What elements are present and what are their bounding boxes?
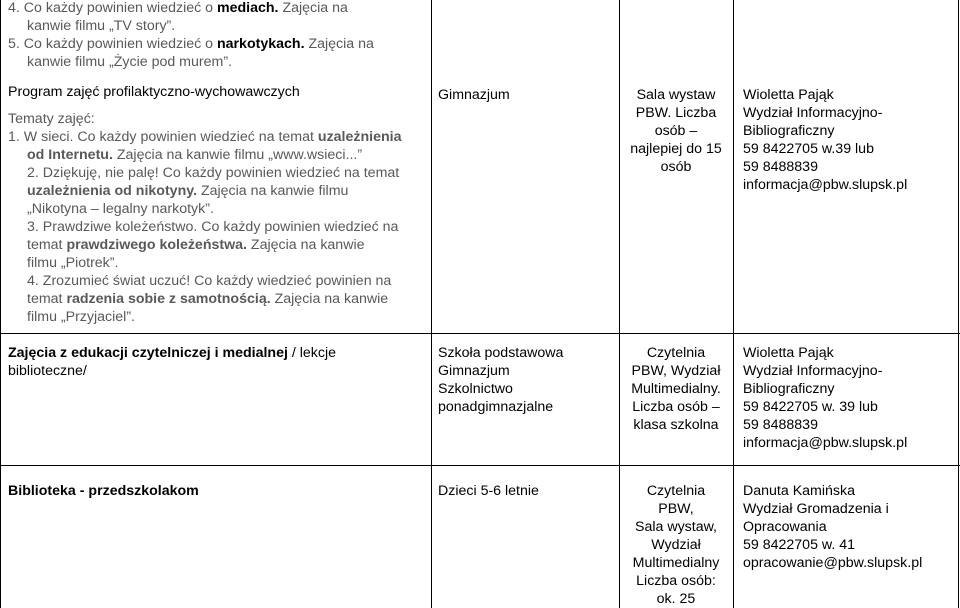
table-border-right (958, 0, 959, 608)
column-divider-1 (431, 0, 432, 608)
row3-contact-cell: Danuta Kamińska Wydział Gromadzenia i Opracowania 59 8422705 w. 41 opracowanie@pbw.slupsk.pl (743, 482, 955, 572)
row1-audience-cell: Gimnazjum (438, 87, 510, 103)
topics-heading: Tematy zajęć: (8, 111, 95, 127)
row2-audience-cell: Szkoła podstawowa Gimnazjum Szkolnictwo ponadgimnazjalne (438, 345, 564, 415)
row1-description-cell: 4. Co każdy powinien wiedzieć o mediach. Zajęcia na kanwie filmu „TV story”. 5. Co każdy powinien wiedzieć o narkotykach. Zajęcia na kanwie filmu „Życie pod murem”. Program zajęć profilaktyczno-wychowawczych Tematy zajęć: 1. W sieci. Co każdy powinien wiedzieć na temat uzależnienia od Internetu. Zajęcia na kanwie filmu „www.wsieci...” 2. Dziękuję, nie palę! Co każdy powinien wiedzieć na temat uzależnienia od nikotyny. Zajęcia na kanwie filmu „Nikotyna – legalny narkotyk”. 3. Prawdziwe koleżeństwo. Co każdy powinien wiedzieć na temat prawdziwego koleżeństwa. Zajęcia na kanwie filmu „Piotrek”. 4. Zrozumieć świat uczuć! Co każdy wiedzieć powinien na temat radzenia sobie z samotnością. Zajęcia na kanwie filmu „Przyjaciel”. (8, 0, 428, 326)
row3-description-cell: Biblioteka - przedszkolakom (8, 483, 199, 499)
table-border-left (0, 0, 1, 608)
column-divider-3 (733, 0, 734, 608)
row2-contact-cell: Wioletta Pająk Wydział Informacyjno- Bibliograficzny 59 8422705 w. 39 lub 59 8488839 informacja@pbw.slupsk.pl (743, 344, 955, 452)
row-divider-1 (0, 333, 960, 334)
contact-email: informacja@pbw.slupsk.pl (743, 177, 908, 193)
contact-email: informacja@pbw.slupsk.pl (743, 435, 908, 451)
row3-location-cell: Czytelnia PBW, Sala wystaw, Wydział Multimedialny Liczba osób: ok. 25 (632, 483, 720, 607)
row3-audience-cell: Dzieci 5-6 letnie (438, 483, 539, 499)
contact-email: opracowanie@pbw.slupsk.pl (743, 555, 923, 571)
row2-description-cell: Zajęcia z edukacji czytelniczej i medialnej / lekcje biblioteczne/ (8, 345, 337, 379)
row1-contact-cell: Wioletta Pająk Wydział Informacyjno- Bibliograficzny 59 8422705 w.39 lub 59 8488839 informacja@pbw.slupsk.pl (743, 86, 955, 194)
column-divider-2 (619, 0, 620, 608)
program-title: Program zajęć profilaktyczno-wychowawczych (8, 84, 300, 100)
row-divider-2 (0, 465, 960, 466)
row1-location-cell: Sala wystaw PBW. Liczba osób – najlepiej do 15 osób (630, 87, 722, 175)
row2-location-cell: Czytelnia PBW, Wydział Multimedialny. Liczba osób – klasa szkolna (631, 345, 721, 433)
